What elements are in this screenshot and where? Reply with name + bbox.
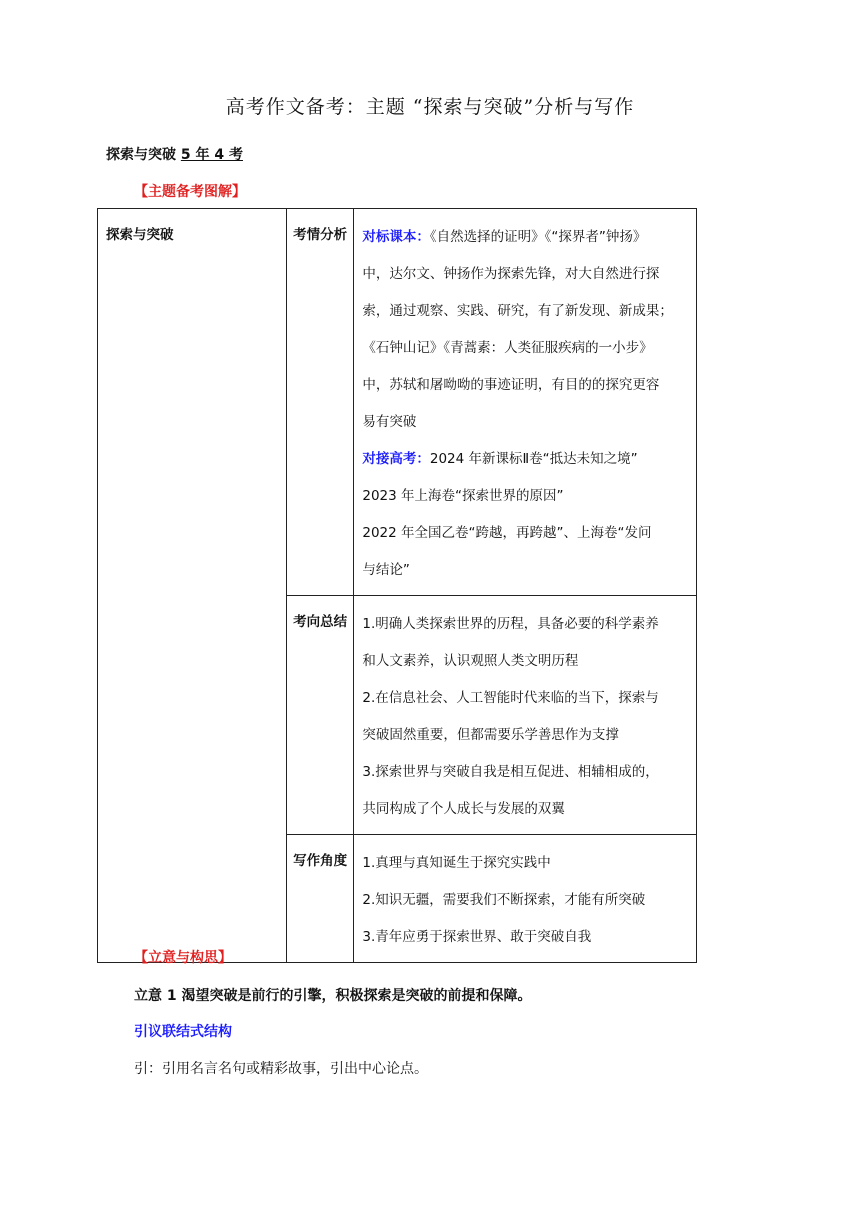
exam-label: 对接高考： [362, 451, 430, 467]
trend-content [354, 596, 697, 835]
trend-line: 3.探索世界与突破自我是相互促进、相辅相成的， [362, 764, 659, 780]
analysis-line: 中，苏轼和屠呦呦的事迹证明，有目的的探究更容 [362, 377, 660, 393]
structure-heading: 引议联结式结构 [134, 1024, 232, 1040]
table-row [98, 209, 697, 596]
trend-line: 和人文素养，认识观照人类文明历程 [362, 653, 579, 669]
row-label-analysis: 考情分析 [286, 209, 354, 596]
analysis-line: 中，达尔文、钟扬作为探索先锋，对大自然进行探 [362, 266, 660, 282]
section-prefix: 探索与突破 [106, 147, 176, 163]
concept-heading: 【立意与构思】 [134, 950, 232, 966]
angle-line: 2.知识无疆，需要我们不断探索，才能有所突破 [362, 892, 646, 908]
angle-line: 1.真理与真知诞生于探究实践中 [362, 855, 551, 871]
trend-line: 2.在信息社会、人工智能时代来临的当下，探索与 [362, 690, 659, 706]
intro-text: 引：引用名言名句或精彩故事，引出中心论点。 [134, 1061, 428, 1077]
analysis-line: 《石钟山记》《青蒿素：人类征服疾病的一小步》 [362, 340, 653, 356]
analysis-line: 2022 年全国乙卷“跨越，再跨越”、上海卷“发问 [362, 525, 652, 541]
page-title: 高考作文备考：主题 “探索与突破”分析与写作 [225, 96, 635, 118]
theme-cell: 探索与突破 [98, 209, 287, 963]
idea-statement: 立意 1 渴望突破是前行的引擎，积极探索是突破的前提和保障。 [134, 988, 532, 1004]
row-label-trend: 考向总结 [286, 596, 354, 835]
analysis-line: 易有突破 [362, 414, 417, 430]
diagram-heading: 【主题备考图解】 [134, 184, 246, 200]
analysis-line: 与结论” [362, 562, 410, 578]
section-count: 5 年 4 考 [180, 147, 243, 163]
trend-line: 1.明确人类探索世界的历程，具备必要的科学素养 [362, 616, 659, 632]
angle-content [354, 835, 697, 963]
analysis-line: 索，通过观察、实践、研究，有了新发现、新成果； [362, 303, 673, 319]
row-label-angle: 写作角度 [286, 835, 354, 963]
analysis-line: 2023 年上海卷“探索世界的原因” [362, 488, 564, 504]
section-heading [106, 144, 243, 164]
angle-line: 3.青年应勇于探索世界、敢于突破自我 [362, 929, 592, 945]
analysis-content [354, 209, 697, 596]
theme-table [97, 208, 697, 963]
analysis-line: 对标课本：《自然选择的证明》《“探界者”钟扬》 [362, 229, 647, 245]
trend-line: 共同构成了个人成长与发展的双翼 [362, 801, 565, 817]
textbook-label: 对标课本： [362, 229, 430, 245]
trend-line: 突破固然重要，但都需要乐学善思作为支撑 [362, 727, 619, 743]
analysis-line: 对接高考：2024 年新课标Ⅱ卷“抵达未知之境” [362, 451, 638, 467]
